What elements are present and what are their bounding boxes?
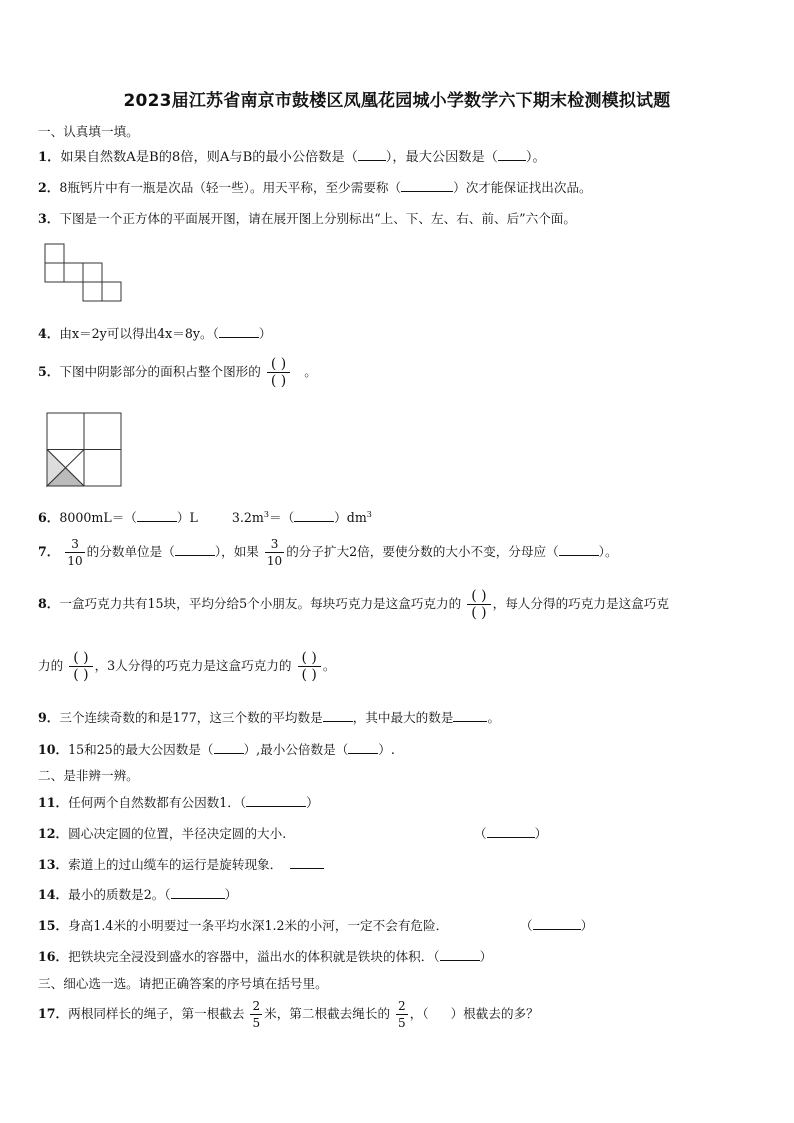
question-15: 15．身高1.4米的小明要过一条平均水深1.2米的小河，一定不会有危险． （ ） [38, 918, 594, 933]
section-heading-1: 一、认真填一填。 [38, 124, 139, 139]
answer-blank[interactable] [290, 858, 324, 869]
answer-blank[interactable] [358, 150, 386, 161]
answer-blank[interactable] [533, 919, 581, 930]
question-1: 1．如果自然数A是B的8倍，则A与B的最小公倍数是（ ），最大公因数是（ ）。 [38, 150, 546, 165]
section-heading-3: 三、细心选一选。请把正确答案的序号填在括号里。 [38, 976, 328, 991]
question-14: 14．最小的质数是2。（ ） [38, 887, 238, 902]
fraction-2-5: $\frac{2}{5}$ [398, 999, 406, 1030]
page-title: 2023届江苏省南京市鼓楼区凤凰花园城小学数学六下期末检测模拟试题 [123, 91, 671, 111]
answer-blank[interactable] [137, 511, 177, 522]
answer-blank[interactable] [219, 327, 259, 338]
question-number: 3． [38, 211, 60, 226]
question-13: 13．索道上的过山缆车的运行是旋转现象． [38, 854, 324, 873]
answer-blank[interactable] [453, 711, 487, 722]
fraction-blank[interactable]: $\frac{( )}{( )}$ [267, 356, 290, 389]
answer-blank[interactable] [323, 711, 353, 722]
question-9: 9．三个连续奇数的和是177，这三个数的平均数是 ，其中最大的数是 。 [38, 710, 501, 725]
answer-blank[interactable] [498, 150, 526, 161]
answer-blank[interactable] [559, 545, 599, 556]
question-number: 4． [38, 326, 60, 341]
question-5: 5．下图中阴影部分的面积占整个图形的 $\frac{( )}{( )}$ 。 [38, 356, 317, 389]
answer-blank[interactable] [175, 545, 215, 556]
question-8: 8．一盒巧克力共有15块，平均分给5个小朋友。每块巧克力是这盒巧克力的 $\frac{( )}{( )}$ ，每人分得的巧克力是这盒巧克 [38, 588, 669, 621]
answer-blank[interactable] [294, 511, 334, 522]
question-number: 14． [38, 887, 69, 902]
question-number: 16． [38, 949, 69, 964]
question-2: 2．8瓶钙片中有一瓶是次品（轻一些）。用天平称，至少需要称（ ）次才能保证找出次品。 [38, 180, 592, 195]
answer-blank[interactable] [348, 743, 378, 754]
question-number: 12． [38, 826, 69, 841]
question-number: 10． [38, 742, 69, 757]
question-number: 13． [38, 857, 69, 872]
answer-blank[interactable] [440, 950, 480, 961]
cube-net-diagram [44, 243, 126, 305]
question-number: 7． [38, 544, 60, 559]
fraction-3-10: $\frac{3}{10}$ [67, 537, 83, 568]
question-11: 11．任何两个自然数都有公因数1．（ ） [38, 795, 319, 810]
fraction-blank[interactable]: $\frac{( )}{( )}$ [298, 650, 321, 683]
question-10: 10．15和25的最大公因数是（ ）,最小公倍数是（ ）. [38, 742, 395, 757]
shaded-grid-figure [46, 412, 123, 488]
answer-blank[interactable] [214, 743, 244, 754]
question-number: 9． [38, 710, 60, 725]
question-3: 3．下图是一个正方体的平面展开图，请在展开图上分别标出“上、下、左、右、前、后”六个面。 [38, 211, 576, 226]
question-17: 17．两根同样长的绳子，第一根截去 $\frac{2}{5}$ 米，第二根截去绳长的 $\frac{2}{5}$ ，（ ）根截去的多？ [38, 999, 539, 1030]
question-8-continued: 力的 $\frac{( )}{( )}$ ，3人分得的巧克力是这盒巧克力的 $\frac{( )}{( )}$ 。 [38, 650, 336, 683]
question-number: 17． [38, 1006, 69, 1021]
question-number: 8． [38, 596, 60, 611]
answer-blank[interactable] [401, 181, 453, 192]
fraction-3-10: $\frac{3}{10}$ [266, 537, 283, 568]
question-16: 16．把铁块完全浸没到盛水的容器中，溢出水的体积就是铁块的体积．（ ） [38, 949, 493, 964]
question-number: 2． [38, 180, 60, 195]
answer-blank[interactable] [171, 888, 225, 899]
question-number: 6． [38, 510, 60, 525]
question-7: 7． $\frac{3}{10}$ 的分数单位是（ ），如果 $\frac{3}{10}$ 的分子扩大2倍，要使分数的大小不变，分母应（ ）。 [38, 537, 618, 568]
question-12: 12．圆心决定圆的位置，半径决定圆的大小. （ ） [38, 826, 548, 841]
question-number: 1． [38, 150, 61, 165]
fraction-2-5: $\frac{2}{5}$ [252, 999, 261, 1030]
question-number: 5． [38, 364, 60, 379]
answer-blank[interactable] [487, 827, 535, 838]
section-heading-2: 二、是非辨一辨。 [38, 768, 139, 783]
question-number: 15． [38, 918, 69, 933]
question-4: 4．由x＝2y可以得出4x＝8y。（ ） [38, 326, 272, 341]
fraction-blank[interactable]: $\frac{( )}{( )}$ [467, 588, 490, 621]
question-number: 11． [38, 795, 69, 810]
answer-blank[interactable] [246, 796, 306, 807]
fraction-blank[interactable]: $\frac{( )}{( )}$ [69, 650, 92, 683]
question-6: 6．8000mL＝（ ）L $3.2m^3=$（ ）$dm^3$ [38, 509, 372, 525]
